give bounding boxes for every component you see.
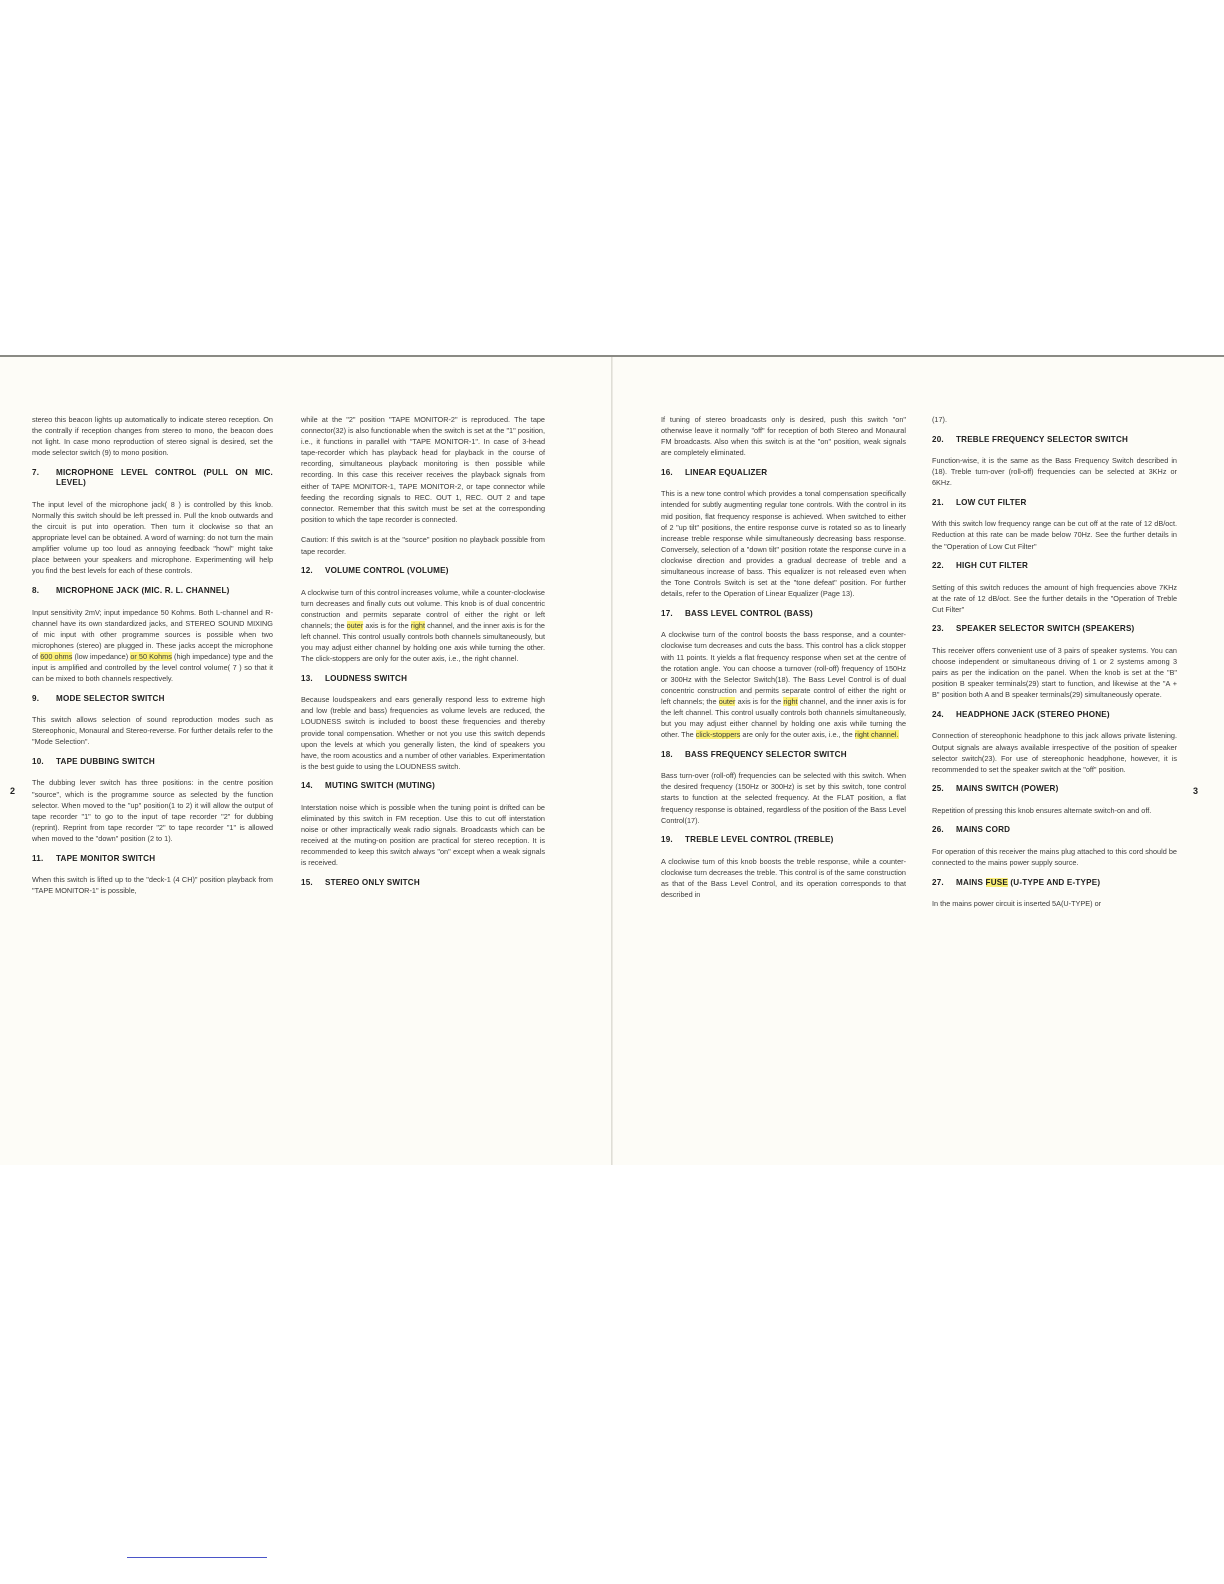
section-heading: 7. MICROPHONE LEVEL CONTROL (PULL ON MIC. LEVEL) (32, 467, 273, 488)
right-column-2 (932, 414, 1177, 919)
left-column-2 (301, 414, 545, 899)
paragraph: Bass turn-over (roll-off) frequencies can be selected with this switch. When the desired frequency (150Hz or 300Hz) is set by this switch, tone control starts to function at the selected frequency. At the FLAT position, a flat frequency response is obtained, regardless of the position of the Bass Level Control(17). (661, 771, 907, 825)
section-heading: 13. LOUDNESS SWITCH (301, 673, 408, 683)
link-underline-mark (127, 1557, 267, 1558)
highlight: right (783, 696, 798, 706)
paragraph: The dubbing lever switch has three positions: in the centre position "source", which is the programme source as selected by the function selector. When moved to the "up" position(1 to 2) it will allow the output of tape recorder "1" to go to the input of tape recorder "2" for dubbing (reprint). Reprint from tape recorder "2" to tape recorder "1" is allowed when moved to the "down" position (2 to 1). (32, 778, 273, 843)
paragraph: Connection of stereophonic headphone to this jack allows private listening. Output signals are always available irrespective of the position of speaker selector switch(23). For use of stereophonic headphone, however, it is recommended to set the speaker switch at the "off" position. (932, 731, 1177, 774)
paragraph: stereo this beacon lights up automatically to indicate stereo reception. On the contrally if reception changes from stereo to mono, the beacon does not light. In case mono reproduction of stereo signal is desired, set the mode selector switch (9) to mono position. (32, 415, 273, 458)
right-column-1 (661, 414, 906, 910)
section-heading: 24. HEADPHONE JACK (STEREO PHONE) (932, 709, 1110, 719)
section-heading: 15. STEREO ONLY SWITCH (301, 878, 420, 887)
section-heading: 27. MAINS FUSE (U-TYPE AND E-TYPE) (932, 877, 1101, 887)
highlight: outer (346, 620, 364, 630)
paragraph: This switch allows selection of sound reproduction modes such as Stereophonic, Monaural and Stereo-reverse. For further details refer to the "Mode Selection". (32, 715, 273, 747)
page-number-right: 3 (1193, 786, 1199, 796)
section-heading: 21. LOW CUT FILTER (932, 497, 1027, 507)
section-heading: 20. TREBLE FREQUENCY SELECTOR SWITCH (932, 434, 1129, 444)
highlight: outer (718, 696, 736, 706)
paragraph: The input level of the microphone jack( 8 ) is controlled by this knob. Normally this switch should be left pressed in. Pull the knob outwards and the circuit is put into operation. Then turn it clockwise so that an appropriate level can be obtained. A word of warning: do not turn the main amplifier volume up too loud as annoying feedback "howl" might take place between your speakers and microphone. Experimenting will help you find the best levels for each of these controls. (32, 499, 273, 576)
section-heading: 14. MUTING SWITCH (MUTING) (301, 781, 436, 791)
section-heading: 10. TAPE DUBBING SWITCH (32, 756, 155, 766)
section-heading: 25. MAINS SWITCH (POWER) (932, 784, 1059, 794)
page-fold (611, 357, 613, 1165)
page-number-left: 2 (10, 786, 16, 796)
paragraph: This is a new tone control which provides a tonal compensation specifically intended for subtly augmenting regular tone controls. With the control in its mid position, flat frequency response is achieved. When switched to either of 2 "up tilt" positions, the entire response curve is rotated so as to linearly increase treble response while simultaneously decreasing bass response. Conversely, selection of a "down tilt" position rotate the response curve in a clockwise direction and provides a gradual decrease of treble and a simultaneous increase of bass. This equalizer is not released even when the Tone Controls Switch is set at the "tone defeat" position. For further details, refer to the Operation of Linear Equalizer (Page 13). (661, 489, 906, 599)
highlight: right (410, 620, 425, 630)
section-heading: 26. MAINS CORD (932, 825, 1011, 835)
paragraph: For operation of this receiver the mains plug attached to this cord should be connected to the mains power supply source. (932, 846, 1177, 867)
paragraph: This receiver offers convenient use of 3 pairs of speaker systems. You can choose independent or simultaneous driving of 1 or 2 systems among 3 pairs as per the indication on the panel. When the knob is set at the "B" position B speaker terminals(29) start to function, and likewise at the "A + B" position both A and B speaker terminals(29) simultaneously operate. (932, 645, 1177, 700)
highlight: or 50 Kohms (130, 651, 172, 661)
section-heading: 11. TAPE MONITOR SWITCH (32, 853, 156, 863)
paragraph: A clockwise turn of this knob boosts the treble response, while a counter-clockwise turn decreases the treble. This control is of the same construction as that of the Bass Level Control, and its operation corresponds to that described in (661, 856, 906, 899)
highlight: right channel. (854, 730, 899, 740)
paragraph: (17). (932, 415, 948, 424)
paragraph: Function-wise, it is the same as the Bass Frequency Switch described in (18). Treble turn-over (roll-off) frequencies can be selected at 3KHz or 6KHz. (932, 456, 1177, 488)
highlight: 600 ohms (40, 651, 73, 661)
caution-note: Caution: If this switch is at the "source" position no playback possible from tape recorder. (301, 535, 545, 556)
paragraph: Because loudspeakers and ears generally respond less to extreme high and low (treble and bass) frequencies as volume levels are reduced, the LOUDNESS switch is included to boost these frequencies and thereby provide tonal compensation. Whether or not you use this switch depends upon the levels at which you generally listen, the kind of speakers you have, the room acoustics and a number of other variables. Experimentation is the best guide to using the LOUDNESS switch. (301, 695, 545, 771)
paragraph: When this switch is lifted up to the "deck-1 (4 CH)" position playback from "TAPE MONITOR-1" is possible, (32, 875, 273, 896)
paragraph: Interstation noise which is possible when the tuning point is drifted can be eliminated by this switch in FM reception. Use this to cut off interstation noise or other impractically weak radio signals. Broadcasts which can be received at the muting-on position are practical for stereo reception. It is recommended to keep this switch always "on" except when a weak signals is received. (301, 802, 545, 868)
paragraph: A clockwise turn of the control boosts the bass response, and a counter-clockwise turn decreases and cuts the bass. This control has a click stopper with 11 points. It yields a flat frequency response when set at the centre of the rotation angle. You can choose a turnover (roll-off) frequency of 150Hz or 300Hz with the Selector Switch(18). The Bass Level Control is of dual concentric construction and permits separate control of either the right or left channels; the outer axis is for the right channel, and the inner axis is for the left channel. This control usually controls both channels simultaneously, but you may adjust either channel by holding one axis while turning the other. The click-stoppers are only for the outer axis, i.e., the right channel. (661, 630, 906, 740)
highlight: FUSE (985, 877, 1008, 887)
highlight: click-stoppers (695, 730, 741, 740)
section-heading: 12. VOLUME CONTROL (VOLUME) (301, 566, 449, 576)
paragraph: Setting of this switch reduces the amount of high frequencies above 7KHz at the rate of 12 dB/oct. See the further details in the "Operation of Treble Cut Filter" (932, 582, 1177, 614)
left-column-1 (32, 414, 273, 906)
section-heading: 9. MODE SELECTOR SWITCH (32, 693, 165, 703)
section-heading: 23. SPEAKER SELECTOR SWITCH (SPEAKERS) (932, 624, 1135, 634)
section-heading: 18. BASS FREQUENCY SELECTOR SWITCH (661, 749, 847, 759)
section-heading: 19. TREBLE LEVEL CONTROL (TREBLE) (661, 835, 834, 845)
paragraph: If tuning of stereo broadcasts only is desired, push this switch "on" otherwise leave it normally "off" for reception of both Stereo and Monaural FM broadcasts. Also when this switch is at the "on" position, weak signals are completely eliminated. (661, 415, 906, 458)
manual-spread (0, 355, 1224, 1165)
paragraph: With this switch low frequency range can be cut off at the rate of 12 dB/oct. Reduction at this rate can be made below 70Hz. See the further details in the "Operation of Low Cut Filter" (932, 519, 1177, 551)
paragraph: A clockwise turn of this control increases volume, while a counter-clockwise turn decreases and finally cuts out volume. This knob is of dual concentric construction and permits separate control of either the right or left channels; the outer axis is for the right channel, and the inner axis is for the left channel. This control usually controls both channels simultaneously, but you may adjust either channel by holding one axis while turning the other. The click-stoppers are only for the outer axis, i.e., the right channel. (301, 587, 545, 664)
section-heading: 22. HIGH CUT FILTER (932, 561, 1029, 571)
paragraph: Input sensitivity 2mV; input impedance 50 Kohms. Both L-channel and R-channel have its own standardized jacks, and STEREO SOUND MIXING of mic input with other programme sources is possible when two microphones (stereo) are plugged in. These jacks accept the microphone of 600 ohms (low impedance) or 50 Kohms (high impedance) type and the input is amplified and controlled by the level control volume( 7 ) so that it can be mixed to both channels respectively. (32, 607, 274, 684)
section-heading: 16. LINEAR EQUALIZER (661, 467, 768, 477)
paragraph: In the mains power circuit is inserted 5A(U-TYPE) or (932, 899, 1102, 909)
paragraph: while at the "2" position "TAPE MONITOR-2" is reproduced. The tape connector(32) is also functionable when the switch is set at the "1" position, i.e., it functions in parallel with "TAPE MONITOR-1". In case of 3-head tape-recorder which has playback head for playback in the course of recording, simultaneous playback monitoring is then possible while recording. In this case this receiver receives the playback signals from either of TAPE MONITOR-1, TAPE MONITOR-2, or tape connector while feeding the recording signals to REC. OUT 1, REC. OUT 2 and tape connector. Remember that this switch must be set at the corresponding position to which the tape recorder is connected. (301, 415, 545, 524)
section-heading: 8. MICROPHONE JACK (MIC. R. L. CHANNEL) (32, 586, 230, 596)
section-heading: 17. BASS LEVEL CONTROL (BASS) (661, 608, 813, 618)
paragraph: Repetition of pressing this knob ensures alternate switch-on and off. (932, 805, 1152, 815)
